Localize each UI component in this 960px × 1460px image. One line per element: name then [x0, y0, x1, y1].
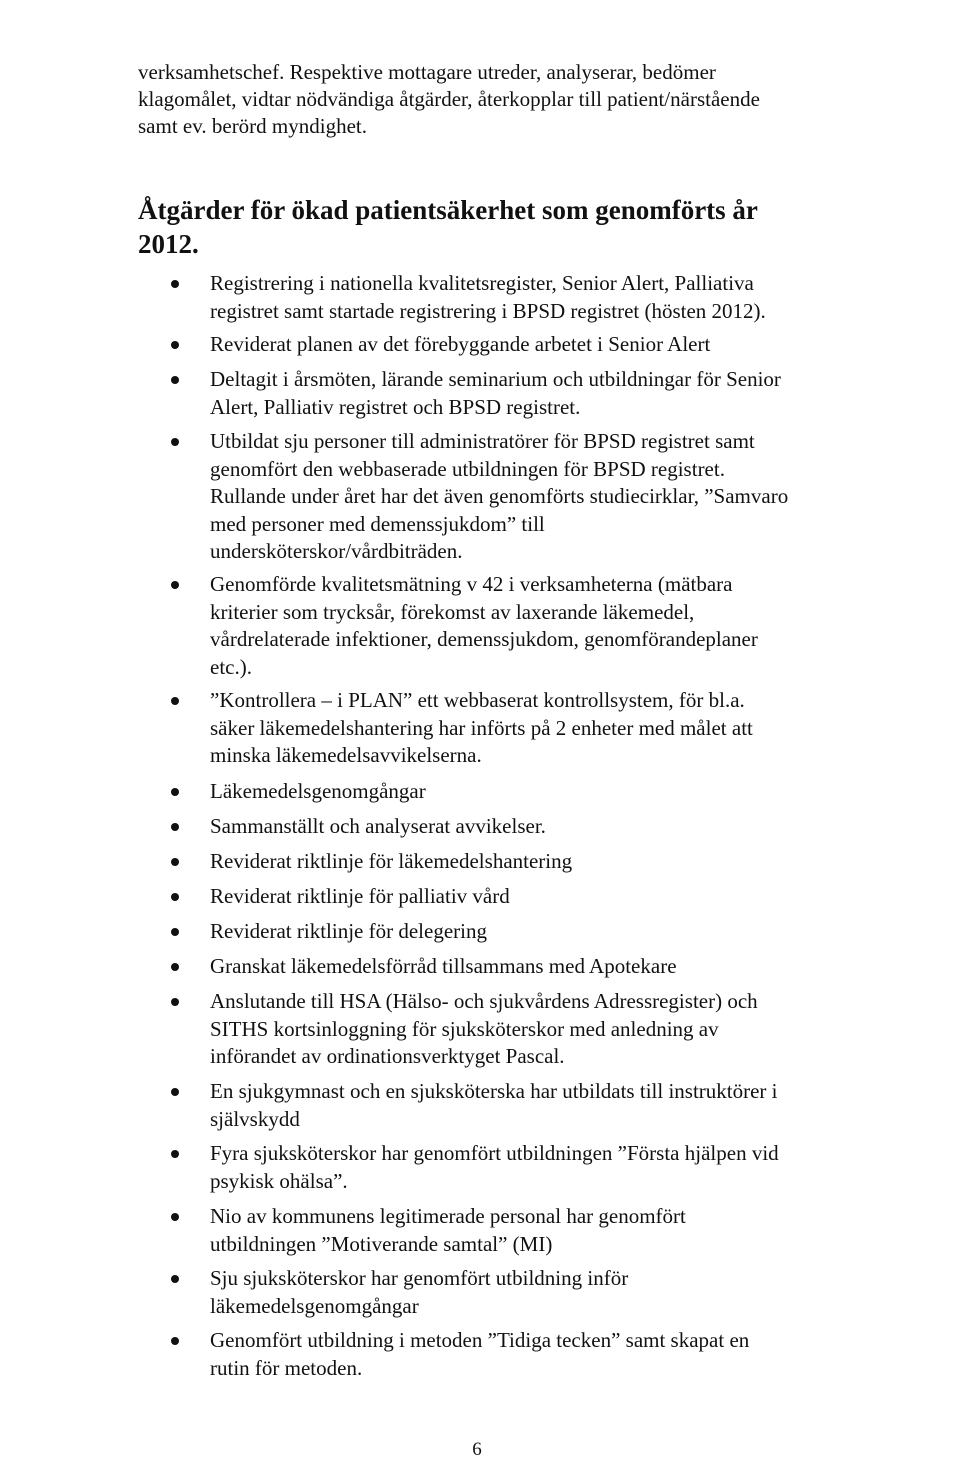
list-item [210, 1078, 870, 1133]
list-item [210, 687, 870, 770]
list-item [210, 571, 870, 681]
list-item-text: Granskat läkemedelsförråd tillsammans med Apotekare [210, 954, 677, 978]
bullet-icon [171, 376, 179, 384]
bullet-icon [171, 823, 179, 831]
section-heading: Åtgärder för ökad patientsäkerhet som genomförts år 2012. [138, 195, 758, 259]
list-item-text: Fyra sjuksköterskor har genomfört utbildningen ”Första hjälpen vid psykisk ohälsa”. [210, 1141, 779, 1193]
bullet-icon [171, 998, 179, 1006]
page-number: 6 [472, 1439, 482, 1460]
list-item-text: Genomförde kvalitetsmätning v 42 i verksamheterna (mätbara kriterier som trycksår, förekomst av laxerande läkemedel, vårdrelaterade infektioner, demenssjukdom, genomförandeplaner etc.). [210, 572, 758, 679]
list-item-text: ”Kontrollera – i PLAN” ett webbaserat kontrollsystem, för bl.a. säker läkemedelshantering har införts på 2 enheter med målet att minska läkemedelsavvikelserna. [210, 688, 753, 767]
list-item [210, 988, 870, 1071]
list-item [210, 848, 870, 876]
bullet-icon [171, 858, 179, 866]
list-item-text: Läkemedelsgenomgångar [210, 779, 426, 803]
list-item-text: Nio av kommunens legitimerade personal har genomfört utbildningen ”Motiverande samtal” (MI) [210, 1204, 686, 1256]
list-item-text: En sjukgymnast och en sjuksköterska har utbildats till instruktörer i självskydd [210, 1079, 778, 1131]
bullet-icon [171, 1088, 179, 1096]
list-item [210, 883, 870, 911]
list-item-text: Sammanställt och analyserat avvikelser. [210, 814, 546, 838]
list-item-text: Registrering i nationella kvalitetsregister, Senior Alert, Palliativa registret samt startade registrering i BPSD registret (hösten 2012). [210, 271, 766, 323]
list-item [210, 366, 870, 421]
bullet-icon [171, 438, 179, 446]
bullet-icon [171, 788, 179, 796]
list-item [210, 1140, 870, 1195]
list-item-text: Sju sjuksköterskor har genomfört utbildning inför läkemedelsgenomgångar [210, 1266, 629, 1318]
list-item [210, 270, 870, 325]
list-item [210, 1327, 870, 1382]
list-item [210, 918, 870, 946]
intro-paragraph: verksamhetschef. Respektive mottagare utreder, analyserar, bedömer klagomålet, vidtar nödvändiga åtgärder, återkopplar till patient/närstående samt ev. berörd myndighet. [138, 60, 760, 138]
list-item-text: Anslutande till HSA (Hälso- och sjukvårdens Adressregister) och SITHS kortsinloggning för sjuksköterskor med anledning av införandet av ordinationsverktyget Pascal. [210, 989, 758, 1068]
bullet-icon [171, 928, 179, 936]
bullet-icon [171, 341, 179, 349]
bullet-icon [171, 1150, 179, 1158]
bullet-icon [171, 1213, 179, 1221]
bullet-icon [171, 963, 179, 971]
list-item-text: Reviderat planen av det förebyggande arbetet i Senior Alert [210, 332, 711, 356]
bullet-icon [171, 1275, 179, 1283]
list-item [210, 953, 870, 981]
list-item-text: Utbildat sju personer till administratörer för BPSD registret samt genomfört den webbaserade utbildningen för BPSD registret. Rullande under året har det även genomförts studiecirklar, ”Samvaro med personer med demenssjukdom” till undersköterskor/vårdbiträden. [210, 429, 789, 563]
list-item-text: Deltagit i årsmöten, lärande seminarium och utbildningar för Senior Alert, Palliativ registret och BPSD registret. [210, 367, 781, 419]
list-item [210, 778, 870, 806]
list-item-text: Reviderat riktlinje för läkemedelshantering [210, 849, 573, 873]
list-item [210, 1203, 870, 1258]
list-item [210, 331, 870, 359]
list-item-text: Reviderat riktlinje för delegering [210, 919, 487, 943]
bullet-icon [171, 1337, 179, 1345]
bullet-icon [171, 280, 179, 288]
bullet-icon [171, 697, 179, 705]
bullet-icon [171, 893, 179, 901]
list-item [210, 428, 870, 566]
list-item-text: Reviderat riktlinje för palliativ vård [210, 884, 510, 908]
list-item [210, 1265, 870, 1320]
list-item [210, 813, 870, 841]
bullet-icon [171, 581, 179, 589]
list-item-text: Genomfört utbildning i metoden ”Tidiga tecken” samt skapat en rutin för metoden. [210, 1328, 750, 1380]
